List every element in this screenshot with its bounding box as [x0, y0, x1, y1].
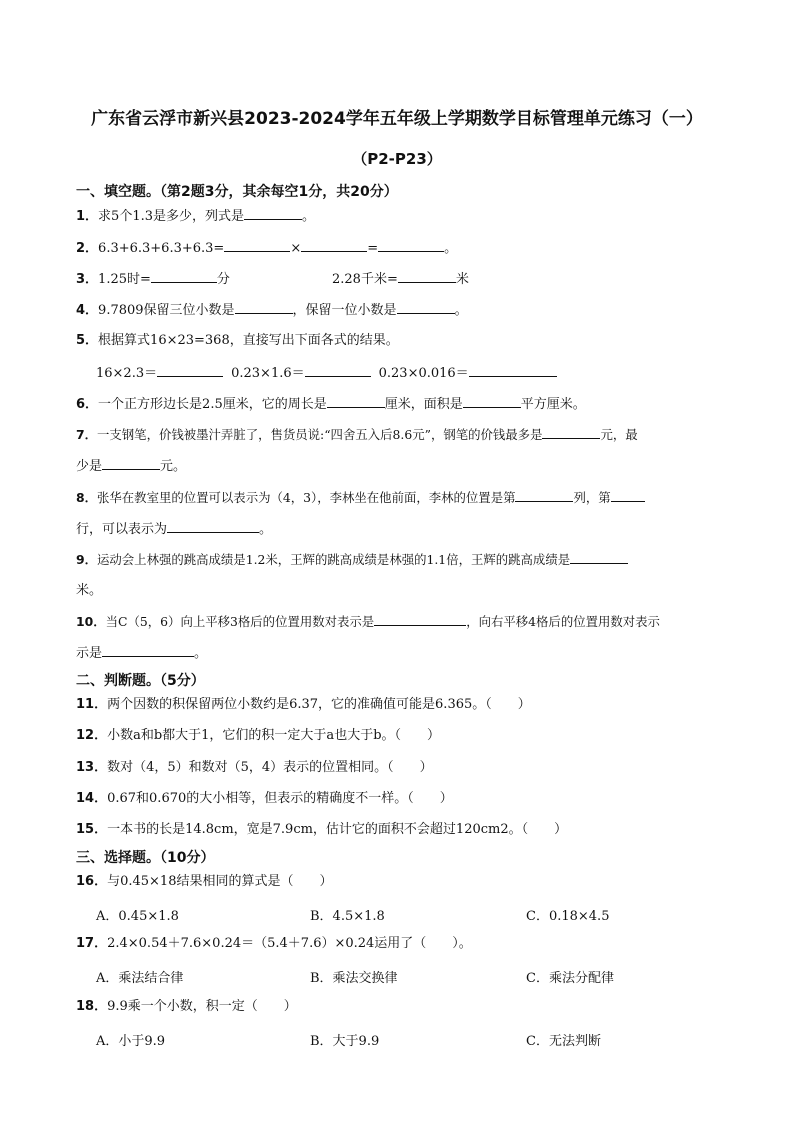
question-text: 6.3+6.3+6.3+6.3= — [98, 241, 225, 256]
question-number: 4． — [76, 303, 99, 318]
question-text: 分 — [216, 272, 230, 287]
answer-blank[interactable] — [167, 520, 259, 533]
question-4 — [76, 301, 468, 320]
question-text: 2.4×0.54＋7.6×0.24＝（5.4＋7.6）×0.24运用了（ ）。 — [107, 936, 472, 951]
question-9-cont — [76, 582, 102, 600]
question-14 — [76, 790, 453, 808]
answer-blank[interactable] — [102, 644, 194, 657]
option-c[interactable]: C．0.18×4.5 — [526, 909, 610, 924]
answer-blank[interactable] — [515, 489, 573, 502]
question-text: ，向右平移4格后的位置用数对表示 — [466, 614, 660, 629]
question-text: × — [290, 241, 302, 256]
question-text: 一本书的长是14.8cm，宽是7.9cm，估计它的面积不会超过120cm2。（ ） — [107, 822, 568, 837]
question-number: 14． — [76, 791, 108, 806]
question-text: = — [367, 241, 379, 256]
expression: 0.23×0.016＝ — [378, 366, 469, 381]
question-text: 一个正方形边长是2.5厘米，它的周长是 — [98, 397, 327, 412]
answer-blank[interactable] — [397, 301, 455, 314]
expression: 16×2.3＝ — [96, 366, 158, 381]
question-16 — [76, 873, 332, 891]
question-number: 9． — [76, 552, 98, 567]
section-fill-in: 一、填空题。（第2题3分，其余每空1分，共20分） — [76, 184, 398, 200]
question-number: 2． — [76, 241, 99, 256]
question-text: 。 — [259, 522, 273, 537]
question-number: 11． — [76, 697, 108, 712]
option-c[interactable]: C．无法判断 — [526, 1034, 601, 1049]
question-text: 少是 — [76, 459, 103, 474]
question-text: ，保留一位小数是 — [292, 303, 397, 318]
question-text: 。 — [302, 209, 316, 224]
question-3-part-2 — [332, 270, 469, 289]
question-text: 0.67和0.670的大小相等，但表示的精确度不一样。（ ） — [107, 791, 453, 806]
option-a[interactable]: A．0.45×1.8 — [96, 909, 179, 924]
answer-blank[interactable] — [151, 270, 217, 283]
question-10-cont — [76, 644, 207, 663]
section-true-false: 二、判断题。（5分） — [76, 673, 205, 689]
question-text: 2.28千米= — [332, 272, 398, 287]
question-5 — [76, 332, 399, 350]
question-text: 米 — [455, 272, 469, 287]
question-number: 3． — [76, 272, 99, 287]
question-text: 当C（5，6）向上平移3格后的位置用数对表示是 — [105, 614, 375, 629]
question-text: 元，最 — [600, 427, 638, 442]
question-number: 1． — [76, 209, 99, 224]
answer-blank[interactable] — [305, 364, 371, 377]
question-number: 15． — [76, 822, 108, 837]
question-2 — [76, 239, 457, 258]
question-1 — [76, 207, 315, 226]
question-text: 两个因数的积保留两位小数约是6.37，它的准确值可能是6.365。（ ） — [107, 697, 531, 712]
question-7-cont — [76, 457, 186, 476]
answer-blank[interactable] — [398, 270, 456, 283]
option-a[interactable]: A．小于9.9 — [96, 1034, 166, 1049]
question-number: 17． — [76, 936, 108, 951]
question-text: 求5个1.3是多少，列式是 — [98, 209, 244, 224]
question-text: 。 — [444, 241, 458, 256]
question-18 — [76, 998, 297, 1016]
question-text: 9.7809保留三位小数是 — [98, 303, 235, 318]
question-17 — [76, 935, 472, 953]
answer-blank[interactable] — [157, 364, 223, 377]
question-number: 7． — [76, 427, 98, 442]
answer-blank[interactable] — [224, 239, 290, 252]
option-a[interactable]: A．乘法结合律 — [96, 971, 184, 986]
question-number: 13． — [76, 760, 108, 775]
question-6 — [76, 395, 586, 414]
question-number: 12． — [76, 728, 108, 743]
question-3 — [76, 270, 230, 289]
question-number: 10． — [76, 614, 106, 629]
question-text: 厘米，面积是 — [384, 397, 463, 412]
page-title: 广东省云浮市新兴县2023-2024学年五年级上学期数学目标管理单元练习（一） — [91, 109, 703, 129]
option-c[interactable]: C．乘法分配律 — [526, 971, 614, 986]
question-number: 16． — [76, 874, 108, 889]
answer-blank[interactable] — [463, 395, 521, 408]
question-10 — [76, 613, 660, 631]
answer-blank[interactable] — [378, 239, 444, 252]
question-text: 。 — [454, 303, 468, 318]
question-text: 平方厘米。 — [520, 397, 586, 412]
option-b[interactable]: B．4.5×1.8 — [310, 909, 385, 924]
question-text: 。 — [194, 646, 208, 661]
question-text: 张华在教室里的位置可以表示为（4，3），李林坐在他前面，李林的位置是第 — [97, 490, 516, 505]
question-text: 行，可以表示为 — [76, 522, 168, 537]
question-8-cont — [76, 520, 272, 539]
expression: 0.23×1.6＝ — [231, 366, 305, 381]
question-text: 运动会上林强的跳高成绩是1.2米，王辉的跳高成绩是林强的1.1倍，王辉的跳高成绩是 — [97, 552, 571, 567]
question-text: 数对（4，5）和数对（5，4）表示的位置相同。（ ） — [107, 760, 433, 775]
question-text: 与0.45×18结果相同的算式是（ ） — [107, 874, 333, 889]
question-text: 根据算式16×23=368，直接写出下面各式的结果。 — [98, 333, 399, 348]
section-multiple-choice: 三、选择题。（10分） — [76, 850, 215, 866]
question-number: 18． — [76, 999, 108, 1014]
question-12 — [76, 727, 440, 745]
answer-blank[interactable] — [542, 426, 600, 439]
question-13 — [76, 759, 433, 777]
question-number: 5． — [76, 333, 99, 348]
answer-blank[interactable] — [611, 489, 645, 502]
answer-blank[interactable] — [469, 364, 557, 377]
answer-blank[interactable] — [102, 457, 160, 470]
question-text: 示是 — [76, 646, 103, 661]
page-subtitle: （P2-P23） — [352, 150, 442, 168]
question-text: 一支钢笔，价钱被墨汁弄脏了，售货员说:“四舍五入后8.6元”，钢笔的价钱最多是 — [97, 427, 543, 442]
question-15 — [76, 821, 567, 839]
question-text: 米。 — [76, 583, 103, 598]
question-text: 元。 — [160, 459, 187, 474]
question-11 — [76, 696, 531, 714]
question-text: 小数a和b都大于1，它们的积一定大于a也大于b。（ ） — [107, 728, 441, 743]
question-text: 1.25时= — [98, 272, 151, 287]
question-8 — [76, 489, 645, 507]
answer-blank[interactable] — [244, 207, 302, 220]
answer-blank[interactable] — [327, 395, 385, 408]
question-9 — [76, 551, 628, 569]
question-number: 6． — [76, 397, 99, 412]
question-text: 9.9乘一个小数，积一定（ ） — [107, 999, 297, 1014]
answer-blank[interactable] — [301, 239, 367, 252]
question-text: 列，第 — [573, 490, 611, 505]
answer-blank[interactable] — [374, 613, 466, 626]
question-5-expressions — [96, 364, 557, 383]
option-b[interactable]: B．大于9.9 — [310, 1034, 380, 1049]
question-number: 8． — [76, 490, 98, 505]
question-7 — [76, 426, 638, 444]
answer-blank[interactable] — [235, 301, 293, 314]
option-b[interactable]: B．乘法交换律 — [310, 971, 398, 986]
answer-blank[interactable] — [570, 551, 628, 564]
